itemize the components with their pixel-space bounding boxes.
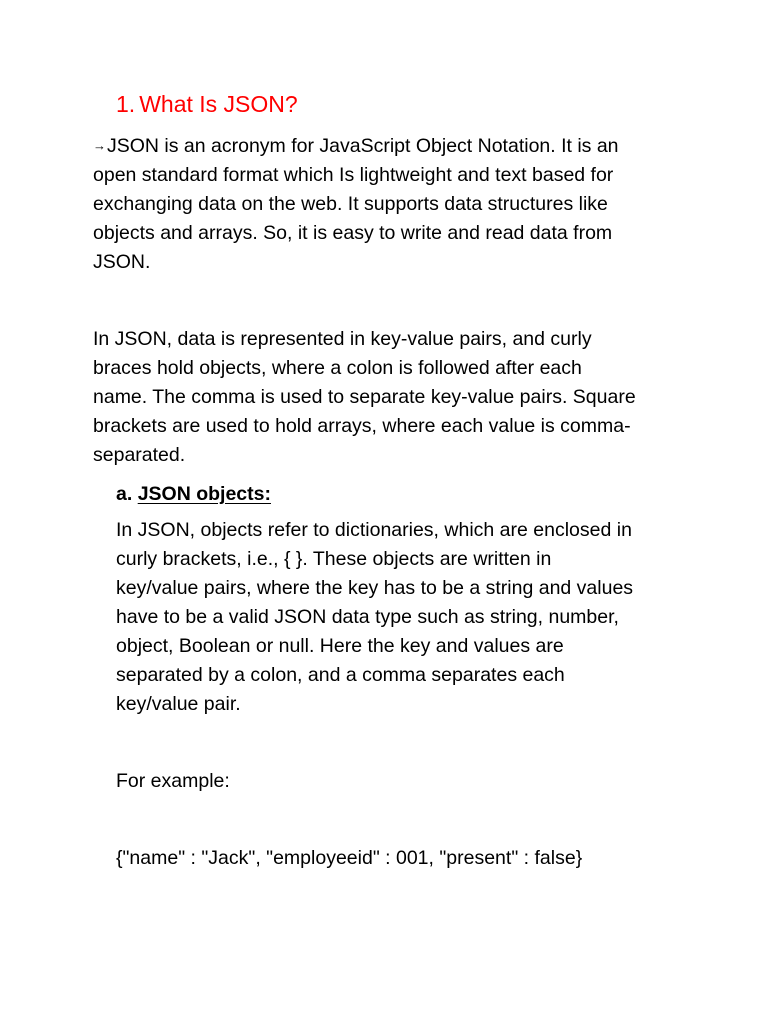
representation-line: In JSON, data is represented in key-value pairs, and curly bbox=[93, 328, 592, 350]
heading-title: What Is JSON? bbox=[139, 91, 298, 117]
representation-line: separated. bbox=[93, 444, 186, 466]
example-label: For example: bbox=[116, 770, 230, 792]
heading-number: 1. bbox=[116, 91, 136, 117]
objects-line: object, Boolean or null. Here the key and values are bbox=[116, 635, 564, 657]
objects-line: key/value pair. bbox=[116, 693, 241, 715]
intro-paragraph bbox=[93, 131, 693, 277]
arrow-icon: → bbox=[93, 138, 106, 153]
representation-line: name. The comma is used to separate key-value pairs. Square bbox=[93, 386, 636, 408]
example-code: {"name" : "Jack", "employeeid" : 001, "present" : false} bbox=[116, 847, 583, 869]
intro-line: JSON. bbox=[93, 251, 151, 273]
representation-paragraph bbox=[93, 325, 693, 470]
subsection-heading bbox=[116, 480, 271, 509]
representation-line: brackets are used to hold arrays, where each value is comma- bbox=[93, 415, 631, 437]
intro-line: objects and arrays. So, it is easy to write and read data from bbox=[93, 222, 613, 244]
section-heading bbox=[116, 88, 298, 120]
objects-line: have to be a valid JSON data type such as string, number, bbox=[116, 606, 619, 628]
representation-line: braces hold objects, where a colon is followed after each bbox=[93, 357, 582, 379]
objects-paragraph bbox=[116, 516, 716, 719]
intro-line: open standard format which Is lightweight and text based for bbox=[93, 164, 614, 186]
objects-line: key/value pairs, where the key has to be a string and values bbox=[116, 577, 634, 599]
subsection-marker: a. bbox=[116, 483, 133, 505]
intro-line: →JSON is an acronym for JavaScript Object Notation. It is an bbox=[93, 135, 619, 157]
intro-line: exchanging data on the web. It supports data structures like bbox=[93, 193, 608, 215]
objects-line: separated by a colon, and a comma separates each bbox=[116, 664, 565, 686]
subsection-title: JSON objects: bbox=[137, 483, 271, 505]
objects-line: In JSON, objects refer to dictionaries, which are enclosed in bbox=[116, 519, 632, 541]
objects-line: curly brackets, i.e., { }. These objects are written in bbox=[116, 548, 552, 570]
